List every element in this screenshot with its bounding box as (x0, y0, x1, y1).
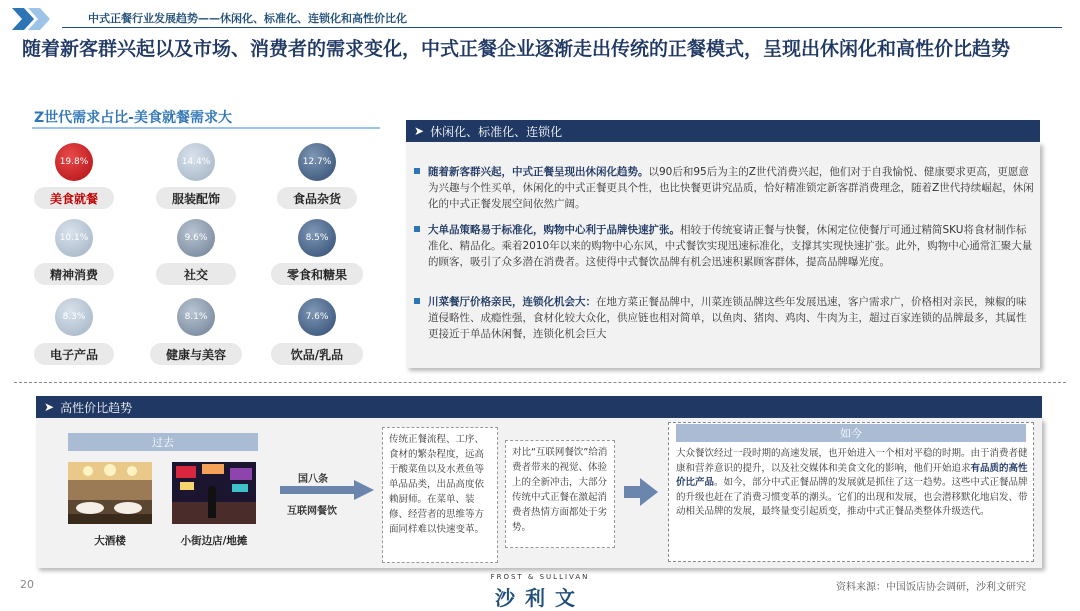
stat-circle: 12.7% (298, 143, 336, 181)
stat-circle: 8.1% (177, 298, 215, 336)
past-label: 过去 (68, 433, 258, 451)
genz-title: Z世代需求占比-美食就餐需求大 (34, 110, 232, 126)
value-heading-text: 高性价比趋势 (60, 400, 133, 415)
logo: 沙利文 (495, 586, 585, 610)
square-bullet-icon (414, 298, 420, 304)
value-heading (36, 396, 1042, 418)
stat-label: 电子产品 (34, 343, 114, 365)
photo-caption: 小街边店/地摊 (180, 535, 248, 547)
now-text-b: 。如今，部分中式正餐品牌的发展就是抓住了这一趋势。这些中式正餐品牌的升级也赶在了消费习惯变革的潮头。它们的出现和发展，也会潜移默化地启发、带动相关品牌的发展，最终量变引起质变，推动中式正餐品类整体升级迭代。 (676, 477, 1028, 517)
chevron-icon (12, 8, 58, 30)
stat-label: 美食就餐 (34, 187, 114, 209)
stat-label: 服装配饰 (156, 187, 236, 209)
note-traditional: 传统正餐流程、工序、食材的繁杂程度，远高于酸菜鱼以及水煮鱼等单品品类，出品高度依赖厨师。在菜单、装修、经营者的思维等方面同样难以快速变革。 (382, 427, 498, 563)
stat-circle: 9.6% (177, 219, 215, 257)
bullet-text: 在地方菜正餐品牌中，川菜连锁品牌这些年发展迅速，客户需求广，价格相对亲民，辣椒的味道侵略性、成瘾性强，食材化较大众化，供应链也相对简单，以鱼肉、猪肉、鸡肉、牛肉为主，超过百家连锁的品牌最多，其属性更接近于单品休闲餐，连锁化机会巨大 (428, 296, 1027, 340)
square-bullet-icon (414, 168, 420, 174)
stat-label: 社交 (156, 263, 236, 285)
caret-right-icon: ➤ (44, 400, 55, 414)
stat-circle: 8.3% (55, 298, 93, 336)
section-title: 中式正餐行业发展趋势——休闲化、标准化、连锁化和高性价比化 (88, 12, 407, 25)
restaurant-photo (68, 462, 152, 524)
street-stall-photo (172, 462, 256, 524)
page-headline: 随着新客群兴起以及市场、消费者的需求变化，中式正餐企业逐渐走出传统的正餐模式，呈现出休闲化和高性价比趋势 (22, 38, 1011, 60)
bullet-bold: 川菜餐厅价格亲民，连锁化机会大： (428, 296, 596, 308)
stat-circle: 8.5% (298, 219, 336, 257)
stat-circle: 19.8% (55, 143, 93, 181)
leisure-bullet (414, 294, 1034, 342)
arrow-right-icon (280, 480, 374, 500)
square-bullet-icon (414, 226, 420, 232)
arrow-right-icon (624, 478, 658, 506)
stat-circle: 7.6% (298, 298, 336, 336)
stat-label: 饮品/乳品 (271, 343, 363, 365)
stat-circle: 10.1% (55, 219, 93, 257)
now-text (676, 447, 1028, 520)
leisure-bullet (414, 164, 1034, 212)
page-number: 20 (20, 578, 34, 591)
caret-right-icon: ➤ (414, 124, 425, 138)
now-label: 如今 (676, 424, 1026, 442)
leisure-heading (406, 120, 1040, 142)
logo-tagline: FROST & SULLIVAN (490, 573, 590, 581)
arrow-label: 国八条 (298, 474, 328, 485)
leisure-panel (406, 142, 1040, 368)
bullet-text: 相较于传统宴请正餐与快餐，休闲定位使餐厅可通过精简SKU将食材制作标准化、精品化。乘着2010年以来的购物中心东风，中式餐饮实现迅速标准化，支撑其实现快速扩张。此外，购物中心通常汇聚大量的顾客，吸引了众多潜在消费者。这使得中式餐饮品牌有机会迅速积累顾客群体，提高品牌曝光度。 (428, 224, 1033, 268)
header-rule (62, 27, 1062, 28)
bullet-text: 以90后和95后为主的Z世代消费兴起，他们对于自我愉悦、健康要求更高，更愿意为兴趣与个性买单，休闲化的中式正餐更具个性，也比快餐更讲究品质，恰好精准锁定新客群消费理念，随着Z世代持续崛起，休闲化的中式正餐发展空间依然广阔。 (428, 166, 1034, 210)
leisure-bullet (414, 222, 1034, 270)
photo-caption: 大酒楼 (94, 535, 126, 547)
section-divider (14, 382, 1066, 383)
now-text-bold: 有品质的高性价比产品 (676, 462, 1028, 488)
genz-rule (32, 127, 380, 129)
stat-label: 精神消费 (34, 263, 114, 285)
now-text-a: 大众餐饮经过一段时期的高速发展，也开始进入一个相对平稳的时期。由于消费者健康和营养意识的提升，以及社交媒体和美食文化的影响，他们开始追求 (676, 448, 1028, 474)
stat-label: 零食和糖果 (271, 263, 363, 285)
stat-circle: 14.4% (177, 143, 215, 181)
bullet-bold: 大单品策略易于标准化，购物中心利于品牌快速扩张。 (428, 224, 680, 236)
bullet-bold: 随着新客群兴起，中式正餐呈现出休闲化趋势。 (428, 166, 649, 178)
stat-label: 健康与美容 (150, 343, 242, 365)
arrow-label: 互联网餐饮 (287, 506, 337, 517)
source-note: 资料来源：中国饭店协会调研，沙利文研究 (836, 582, 1026, 593)
note-internet: 对比“互联网餐饮”给消费者带来的视觉、体验上的全新冲击，大部分传统中式正餐在激起消费者热情方面都处于劣势。 (505, 440, 615, 548)
stat-label: 食品杂货 (277, 187, 357, 209)
leisure-heading-text: 休闲化、标准化、连锁化 (430, 124, 563, 139)
